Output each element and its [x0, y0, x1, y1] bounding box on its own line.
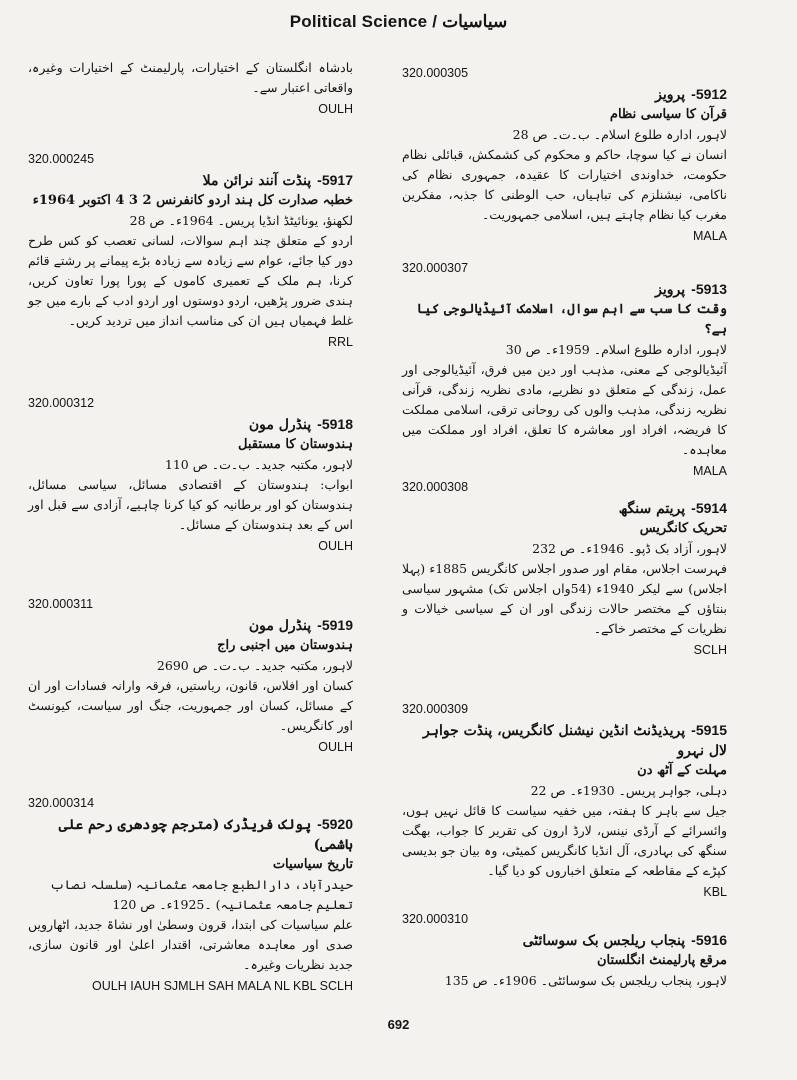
entry-title: تحریک کانگریس [639, 521, 727, 536]
catalog-entry-5920 [28, 794, 353, 995]
entry-title: مرقع پارلیمنٹ انگلستان [596, 953, 727, 968]
catalog-entry-5914 [402, 478, 727, 659]
entry-abstract: اردو کے متعلق چند اہم سوالات، لسانی تعصب کو کس طرح دور کیا جائے، عوام سے زیادہ سے زیادہ بڑے پیمانے پر رشتے قائم کرنا، ہم ملک کے تعمیری کاموں کے پورا پورا تعاون کریں، ہندی ضرور پڑھیں، اردو دوستوں اور اردو ادب کے بارے میں جو غلط فہمیاں ہیں ان کی مناسب انداز میں تردید کریں۔ [28, 233, 353, 328]
catalog-entry-5916 [402, 910, 727, 991]
entry-holdings: RRL [327, 335, 353, 349]
catalog-entry-5918 [28, 394, 353, 555]
entry-author: پنجاب ریلجس بک سوسائٹی [522, 933, 686, 949]
entry-heading [28, 814, 353, 855]
entry-imprint: لاہور، پنجاب ریلجس بک سوسائٹی۔ 1906ء۔ ص 135 [444, 973, 727, 988]
entry-number: 5914- [691, 500, 727, 516]
entry-author: پنڈرل مون [248, 618, 312, 634]
entry-title: ہندوستان میں اجنبی راج [217, 638, 353, 653]
entry-imprint: لاہور، آزاد بک ڈپو۔ 1946ء۔ ص 232 [532, 541, 727, 556]
entry-imprint: لاہور، مکتبہ جدید۔ ب۔ت۔ ص 2690 [156, 658, 353, 673]
entry-heading [402, 930, 727, 951]
entry-title: قرآن کا سیاسی نظام [609, 107, 727, 122]
entry-abstract: جیل سے باہر کا ہفتہ، میں خفیہ سیاست کا قائل نہیں ہوں، وائسرائے کے آرڈی نینس، لارڈ ارون کی تقریر کا جواب، بھگت سنگھ کی بہادری، آل انڈیا کانگریس کمیٹی، وہ بیان جو بدیسی کپڑے کے مقاطعہ کے متعلق اخباروں کو دیا گیا۔ [402, 803, 727, 878]
entry-heading [402, 720, 727, 761]
entry-abstract: انسان نے کیا سوچا، حاکم و محکوم کی کشمکش، قبائلی نظام حکومت، خداوندی اختیارات کا عقیدہ، جمہوری نظام کی ناکامی، نیشنلزم کی تباہیاں، حب الوطنی کا جذبہ، مفکرین مغرب کیا نظام چاہتے ہیں، اسلامی جمہوریت۔ [402, 147, 727, 222]
catalog-entry-5919 [28, 595, 353, 756]
entry-title: خطبہ صدارت کل ہند اردو کانفرنس 2 3 4 اکتوبر 1964ء [32, 193, 353, 208]
entry-imprint: حیدرآباد، دارالطبع جامعہ عثمانیہ (سلسلہ نصاب تعلیم جامعہ عثمانیہ) ۔1925ء۔ ص 120 [49, 877, 353, 912]
page-number: 692 [387, 1017, 410, 1032]
entry-imprint: لکھنؤ، یونائیٹڈ انڈیا پریس۔ 1964ء۔ ص 28 [129, 213, 353, 228]
entry-holdings: MALA [692, 229, 727, 243]
entry-heading [28, 170, 353, 191]
entry-number: 5912- [691, 86, 727, 102]
entry-holdings: OULH [318, 539, 353, 553]
entry-holdings: SCLH [693, 643, 727, 657]
entry-heading [402, 279, 727, 300]
entry-imprint: لاہور، مکتبہ جدید۔ ب۔ت۔ ص 110 [164, 457, 353, 472]
catalog-entry-5917 [28, 150, 353, 351]
entry-title: ہندوستان کا مستقبل [238, 437, 353, 452]
entry-title: وقت کا سب سے اہم سوال، اسلامک آئیڈیالوجی کیا ہے؟ [416, 302, 727, 337]
entry-heading [402, 84, 727, 105]
entry-heading [28, 414, 353, 435]
entry-author: پریذیڈنٹ انڈین نیشنل کانگریس، پنڈت جواہر لال نہرو [423, 723, 727, 759]
entry-heading [28, 615, 353, 636]
accession-number: 320.000309 [402, 702, 469, 716]
entry-holdings: MALA [692, 464, 727, 478]
accession-number: 320.000308 [402, 480, 469, 494]
entry-title: مہلت کے آٹھ دن [637, 763, 727, 778]
accession-number: 320.000312 [28, 396, 95, 410]
entry-number: 5920- [317, 816, 353, 832]
catalog-entry-5913 [402, 259, 727, 480]
entry-number: 5915- [691, 722, 727, 738]
entry-abstract: بادشاہ انگلستان کے اختیارات، پارلیمنٹ کے اختیارات وغیرہ، واقعاتی اعتبار سے۔ [28, 60, 353, 95]
entry-holdings: OULH [318, 740, 353, 754]
entry-heading [402, 498, 727, 519]
entry-holdings: OULH [318, 102, 353, 116]
accession-number: 320.000245 [28, 152, 95, 166]
entry-holdings: OULH IAUH SJMLH SAH MALA NL KBL SCLH [92, 979, 353, 993]
accession-number: 320.000311 [28, 597, 94, 611]
entry-number: 5918- [317, 416, 353, 432]
entry-abstract: علم سیاسیات کی ابتدا، قرون وسطیٰ اور نشاۃ جدید، اٹھارویں صدی اور معاہدہ معاشرتی، اقتدار اعلیٰ اور قانون سازی، جدید نظریات وغیرہ۔ [28, 917, 353, 972]
continued-entry [28, 58, 353, 118]
entry-number: 5916- [691, 932, 727, 948]
catalog-entry-5915 [402, 700, 727, 901]
accession-number: 320.000307 [402, 261, 469, 275]
accession-number: 320.000305 [402, 66, 469, 80]
entry-abstract: ابواب: ہندوستان کے اقتصادی مسائل، سیاسی مسائل، ہندوستان کو اور برطانیہ کو کیا کرنا چاہیے، آزادی سے قبل اور اس کے بعد ہندوستان کے مسائل۔ [28, 477, 353, 532]
entry-author: پرویز [655, 282, 686, 298]
catalog-entry-5912 [402, 64, 727, 245]
entry-imprint: لاہور، ادارہ طلوع اسلام۔ ب۔ت۔ ص 28 [512, 127, 727, 142]
entry-number: 5913- [691, 281, 727, 297]
entry-author: پنڈت آنند نرائن ملا [202, 173, 312, 189]
entry-title: تاریخ سیاسیات [272, 857, 353, 872]
entry-number: 5917- [317, 172, 353, 188]
entry-imprint: لاہور، ادارہ طلوع اسلام۔ 1959ء۔ ص 30 [505, 342, 727, 357]
entry-number: 5919- [317, 617, 353, 633]
entry-author: پرویز [655, 87, 686, 103]
entry-imprint: دہلی، جواہر پریس۔ 1930ء۔ ص 22 [530, 783, 727, 798]
accession-number: 320.000310 [402, 912, 469, 926]
accession-number: 320.000314 [28, 796, 95, 810]
entry-holdings: KBL [703, 885, 727, 899]
entry-author: پریتم سنگھ [618, 501, 686, 517]
page-header-title: Political Science / سیاسیات [289, 12, 508, 31]
entry-abstract: فہرست اجلاس، مقام اور صدور اجلاس کانگریس 1885ء (پہلا اجلاس) سے لیکر 1940ء (54واں اجلاس تک) مشہور سیاسی بنتاؤں کے مختصر حالات زندگی اور ان کے سیاسی خیالات و نظریات کے مختصر خاکے۔ [402, 561, 727, 636]
entry-author: پولک فریڈرک (مترجم چودھری رحم علی ہاشمی) [58, 817, 353, 853]
entry-author: پنڈرل مون [248, 417, 312, 433]
entry-abstract: آئیڈیالوجی کے معنی، مذہب اور دین میں فرق، آئیڈیالوجی اور عمل، زندگی کے متعلق دو نظریے، مادی نظریہ زندگی، قرآنی نظریہ زندگی، مذہب والوں کی روحانی ترقی، اسلامی مملکت کا فریضہ، افراد اور معاشرہ کا تعلق، افراد اور مملکت میں معاہدہ۔ [402, 362, 727, 457]
entry-abstract: کسان اور افلاس، قانون، ریاستیں، فرقہ وارانہ فسادات اور ان کے مسائل، کسان اور جمہوریت، جنگ اور سیاست، کیونسٹ اور کانگریس۔ [28, 678, 353, 733]
